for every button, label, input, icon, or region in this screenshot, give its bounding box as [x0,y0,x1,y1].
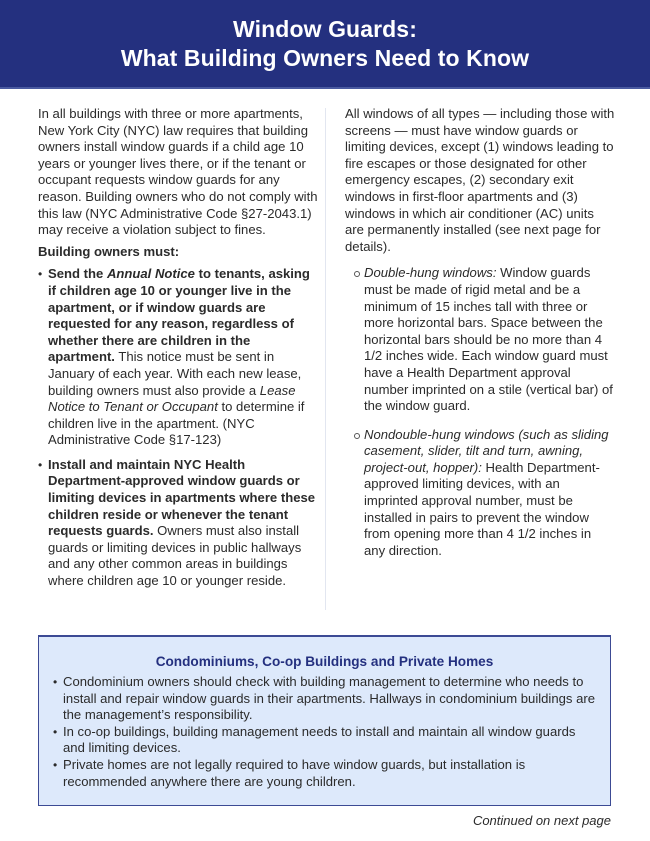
callout-box [38,635,611,806]
list-item: • In co-op buildings, building management needs to install and maintain all window guards and limiting devices. [53,724,596,757]
right-column [345,106,615,571]
annual-notice-title: Annual Notice [106,266,195,282]
list-item [354,265,615,414]
window-types-list [345,265,615,559]
list-item [38,266,318,449]
bullet-bold-text: Install and maintain NYC Health Department-approved window guards or limiting devices in apartments where these children reside or whenever the tenant requests guards. [48,456,316,539]
column-divider [325,108,326,610]
callout-list [53,674,596,790]
intro-paragraph: In all buildings with three or more apartments, New York City (NYC) law requires that building owners install window guards if a child age 10 years or younger lives there, or if the tenant or occupant requests window guards for any reason. Building owners who do not comply with this law (NYC Administrative Code §27-2043.1) may receive a violation subject to fines. [38,106,318,238]
list-item [354,427,615,560]
owners-must-heading: Building owners must: [38,243,180,259]
continued-note: Continued on next page [472,813,611,828]
bullet-text: to determine if children live in the apartment. (NYC Administrative Code §17-123) [48,399,305,448]
window-type-label: Double-hung windows: [364,265,497,281]
list-item: • Private homes are not legally required to have window guards, but installation is recommended anywhere there are young children. [53,757,596,790]
list-item: • Condominium owners should check with building management to determine who needs to install and repair window guards in their apartments. Hallways in condominium buildings are the management’s responsibility. [53,674,596,724]
callout-title: Condominiums, Co-op Buildings and Private Homes [155,654,494,669]
left-column [38,106,318,598]
list-item [38,457,318,590]
window-type-label: Nondouble-hung windows (such as sliding casement, slider, tilt and turn, awning, project-out, hopper): [364,426,609,475]
windows-intro-paragraph: All windows of all types — including those with screens — must have window guards or limiting devices, except (1) windows leading to fire escapes or those designated for other emergency escapes, (2) secondary exit windows in first-floor apartments and (3) windows in which air conditioner (AC) units are permanently installed (see next page for details). [345,106,615,254]
owner-requirements-list [38,266,318,589]
bullet-bold-text: to tenants, asking if children age 10 or younger live in the apartment, or if window guards are requested for any reason, regardless of whether there are children in the apartment. [48,266,310,365]
window-type-text: Health Department-approved limiting devices, with an imprinted approval number, must be installed in pairs to prevent the window from opening more than 4 1/2 inches in any direction. [364,459,600,558]
bullet-bold-text: Send the [48,266,107,282]
bullet-text: Owners must also install guards or limiting devices in public hallways and any other common areas in buildings where children age 10 or younger reside. [48,523,302,589]
page-title-line-1: Window Guards: [233,15,417,42]
bullet-text: This notice must be sent in January of each year. With each new lease, building owners must also provide a [48,349,302,398]
page-title-line-2: What Building Owners Need to Know [120,44,530,71]
window-type-text: Window guards must be made of rigid metal and be a minimum of 15 inches tall with three or more horizontal bars. Space between the horizontal bars should be no more than 4 1/2 inches wide. Each window guard must have a Health Department approval number imprinted on a stile (vertical bar) of the window guard. [364,265,613,414]
page-header [0,0,650,89]
lease-notice-title: Lease Notice to Tenant or Occupant [48,382,296,415]
